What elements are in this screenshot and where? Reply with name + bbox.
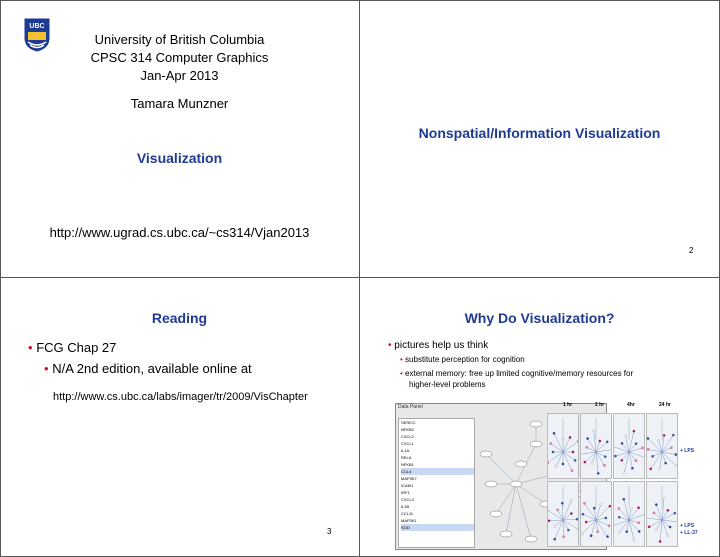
mini-node — [621, 442, 623, 444]
bullet-item — [28, 340, 116, 355]
mini-node — [586, 446, 588, 448]
mini-node — [618, 507, 620, 509]
mini-node — [647, 448, 649, 450]
mini-node — [666, 534, 668, 536]
mini-node — [569, 436, 571, 438]
bullet-text: FCG Chap 27 — [36, 340, 117, 355]
mini-node — [605, 517, 607, 519]
column-header: 4hr — [627, 402, 635, 408]
gene-list — [399, 419, 474, 531]
gene-row[interactable]: CCL11 — [401, 511, 414, 516]
bullet-dot-icon: • — [388, 340, 392, 351]
bullet-dot-icon: • — [28, 340, 33, 355]
mini-edge — [615, 452, 629, 456]
mini-node — [675, 453, 677, 455]
mini-node — [548, 520, 550, 522]
gene-row[interactable]: MAP3K7 — [401, 476, 417, 481]
mini-network-panel — [547, 481, 579, 547]
mini-network-panel — [613, 413, 645, 479]
bullet-text: pictures help us think — [394, 340, 489, 351]
page-number: 2 — [689, 246, 694, 255]
mini-node — [659, 467, 661, 469]
mini-node — [570, 500, 572, 502]
slide-2-title: Nonspatial/Information Visualization — [418, 125, 661, 141]
bullet-dot-icon: • — [400, 355, 403, 364]
mini-node — [554, 538, 556, 540]
slide-3-title: Reading — [151, 310, 208, 326]
bullet-text: substitute perception for cognition — [405, 355, 525, 364]
mini-node — [623, 472, 625, 474]
mini-node — [618, 516, 620, 518]
course-name: CPSC 314 Computer Graphics — [90, 50, 269, 65]
slide-4 — [360, 278, 719, 556]
mini-node — [593, 507, 595, 509]
mini-node — [603, 464, 605, 466]
mini-node — [576, 518, 578, 520]
mini-node — [638, 530, 640, 532]
row-label: + LPS — [680, 523, 695, 529]
mini-edge — [554, 433, 563, 452]
bullet-text: N/A 2nd edition, available online at — [52, 361, 252, 376]
gene-row[interactable]: IRF1 — [401, 490, 410, 495]
mini-node — [626, 530, 628, 532]
mini-node — [631, 467, 633, 469]
mini-node — [647, 437, 649, 439]
mini-node — [597, 472, 599, 474]
column-header: 2 hr — [595, 402, 605, 408]
mini-node — [553, 525, 555, 527]
mini-node — [599, 440, 601, 442]
mini-edge — [547, 510, 563, 520]
mini-node — [577, 440, 579, 442]
mini-node — [614, 455, 616, 457]
mini-node — [581, 533, 583, 535]
mini-node — [650, 468, 652, 470]
mini-node — [672, 434, 674, 436]
slide-1-title: Visualization — [136, 150, 223, 166]
mini-node — [648, 526, 650, 528]
gene-row[interactable]: SOD — [401, 524, 474, 531]
mini-edge — [563, 501, 571, 520]
gene-row[interactable]: CXCL2 — [401, 434, 414, 439]
mini-edge — [563, 441, 579, 452]
slide-4-title: Why Do Visualization? — [464, 310, 615, 326]
mini-node — [651, 455, 653, 457]
mini-node — [583, 502, 585, 504]
mini-node — [635, 442, 637, 444]
mini-node — [547, 462, 549, 464]
mini-network-panel — [580, 413, 612, 479]
gene-row[interactable]: NFKB2 — [401, 427, 414, 432]
mini-node — [633, 430, 635, 432]
mini-node — [586, 437, 588, 439]
mini-node — [641, 447, 643, 449]
mini-node — [624, 435, 626, 437]
gene-row[interactable]: IL1A — [401, 448, 410, 453]
mini-edge — [660, 520, 662, 541]
mini-network-panel — [580, 481, 612, 547]
mini-node — [550, 442, 552, 444]
mini-node — [590, 535, 592, 537]
mini-node — [618, 531, 620, 533]
visualization-figure — [395, 403, 713, 551]
sub-bullet-item — [400, 355, 525, 364]
mini-node — [659, 540, 661, 542]
column-header: 1 hr — [563, 402, 573, 408]
mini-node — [572, 451, 574, 453]
gene-row[interactable]: CCL4 — [401, 468, 474, 475]
bullet-dot-icon: • — [44, 361, 49, 376]
mini-node — [670, 446, 672, 448]
mini-node — [562, 463, 564, 465]
mini-edge — [563, 452, 572, 471]
mini-node — [674, 512, 676, 514]
row-label: + LPS — [680, 448, 695, 454]
mini-node — [657, 440, 659, 442]
mini-node — [663, 434, 665, 436]
mini-node — [667, 509, 669, 511]
slide-1 — [0, 0, 359, 277]
mini-network-panel — [646, 481, 678, 547]
slide-3 — [0, 278, 359, 556]
gene-row[interactable]: RELA — [401, 455, 412, 460]
mini-node — [606, 535, 608, 537]
mini-node — [606, 441, 608, 443]
university-name: University of British Columbia — [94, 32, 265, 47]
mini-node — [593, 429, 595, 431]
column-headers — [555, 402, 715, 412]
gene-table — [398, 418, 475, 548]
svg-text:UBC: UBC — [29, 23, 45, 30]
gene-row[interactable]: CXCL1 — [401, 441, 414, 446]
sub-bullet-item — [400, 368, 700, 390]
mini-node — [621, 459, 623, 461]
mini-node — [630, 507, 632, 509]
gene-row[interactable]: ICAM1 — [401, 483, 414, 488]
mini-node — [571, 470, 573, 472]
window-title: Data Panel — [398, 404, 423, 410]
mini-node — [609, 505, 611, 507]
mini-node — [655, 503, 657, 505]
mini-network-panel — [646, 413, 678, 479]
mini-node — [663, 497, 665, 499]
mini-node — [608, 525, 610, 527]
gene-row[interactable]: SERIC2 — [401, 420, 416, 425]
mini-node — [638, 522, 640, 524]
mini-node — [553, 432, 555, 434]
gene-row[interactable]: CXCL3 — [401, 497, 414, 502]
mini-node — [574, 459, 576, 461]
mini-network-panel — [613, 481, 645, 547]
bullet-item — [388, 340, 488, 351]
mini-node — [556, 509, 558, 511]
row-label: + LL-37 — [680, 530, 698, 536]
mini-edge — [563, 520, 579, 530]
mini-node — [637, 507, 639, 509]
mini-node — [555, 465, 557, 467]
mini-node — [655, 529, 657, 531]
gene-row[interactable]: IL1B — [401, 504, 410, 509]
bullet-text: higher-level problems — [409, 380, 486, 389]
term: Jan-Apr 2013 — [140, 68, 219, 83]
mini-node — [600, 503, 602, 505]
mini-node — [623, 498, 625, 500]
mini-node — [604, 455, 606, 457]
mini-node — [584, 461, 586, 463]
mini-node — [596, 531, 598, 533]
mini-node — [562, 536, 564, 538]
vis-chapter-link[interactable]: http://www.cs.ubc.ca/labs/imager/tr/2009/VisChapter — [53, 391, 308, 403]
small-multiples-grid — [547, 413, 677, 548]
mini-node — [635, 459, 637, 461]
mini-edge — [629, 448, 643, 452]
mini-node — [582, 513, 584, 515]
mini-edge — [662, 499, 664, 520]
mini-node — [552, 451, 554, 453]
mini-node — [633, 539, 635, 541]
mini-node — [653, 512, 655, 514]
slide-2 — [360, 0, 719, 277]
mini-node — [664, 462, 666, 464]
mini-edge — [547, 452, 563, 463]
mini-node — [669, 526, 671, 528]
page-number: 3 — [327, 527, 332, 536]
mini-node — [591, 462, 593, 464]
mini-node — [675, 464, 677, 466]
mini-node — [570, 512, 572, 514]
mini-network-panel — [547, 413, 579, 479]
gene-row[interactable]: MAP3K1 — [401, 518, 417, 523]
mini-node — [567, 529, 569, 531]
mini-edge — [626, 436, 629, 452]
course-url[interactable]: http://www.ugrad.cs.ubc.ca/~cs314/Vjan2013 — [49, 225, 310, 240]
mini-edge — [555, 520, 563, 539]
instructor-name: Tamara Munzner — [130, 96, 229, 111]
mini-node — [585, 521, 587, 523]
sub-bullet-item — [44, 361, 252, 376]
bullet-dot-icon: • — [400, 369, 403, 378]
bullet-text: external memory: free up limited cognitive/memory resources for — [405, 369, 634, 378]
mini-edge — [629, 452, 632, 468]
mini-edge — [549, 520, 563, 521]
mini-edge — [563, 519, 577, 520]
mini-edge — [563, 520, 564, 537]
column-header: 24 hr — [659, 402, 671, 408]
gene-row[interactable]: NFKB1 — [401, 462, 414, 467]
